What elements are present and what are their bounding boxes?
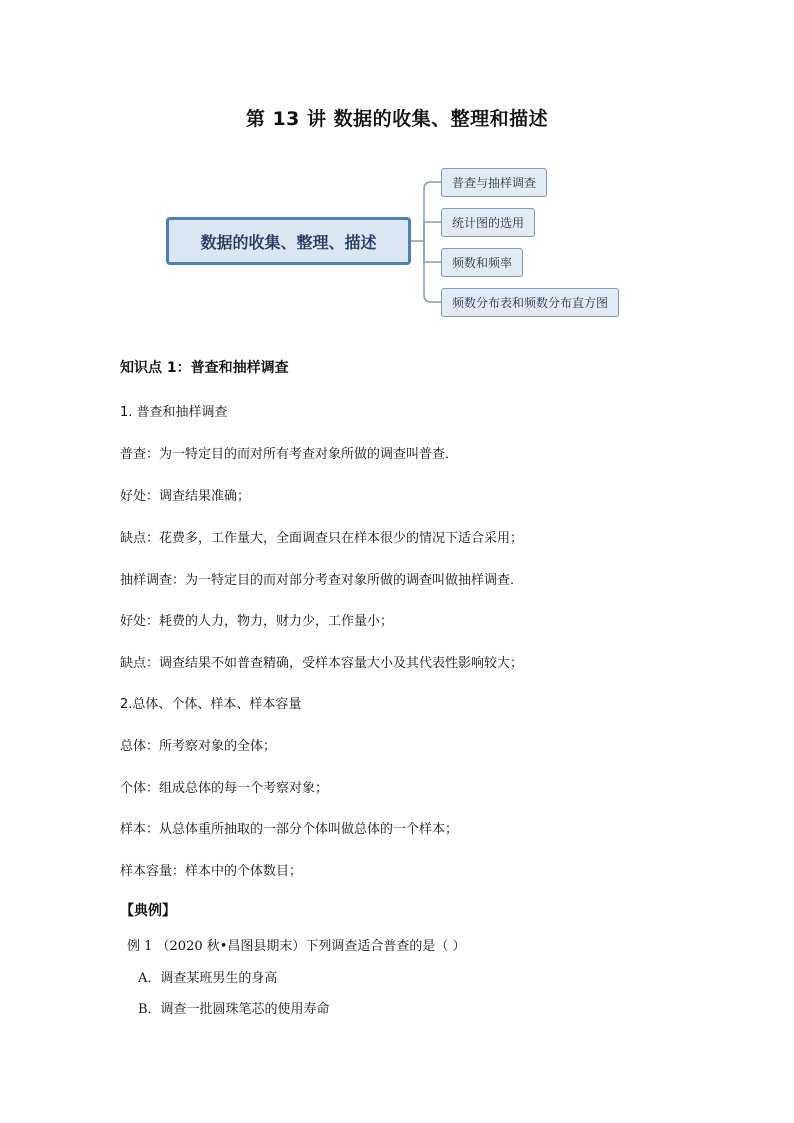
mindmap-branch-chart-selection: 统计图的选用 [441,208,535,237]
knowledge-point-heading: 知识点 1：普查和抽样调查 [120,360,289,376]
example-heading: 【典例】 [120,903,176,919]
text-line: 个体：组成总体的每一个考察对象； [120,781,329,796]
text-line: 普查：为一特定目的而对所有考查对象所做的调查叫普查． [120,447,459,462]
text-line: 样本容量：样本中的个体数目； [120,864,303,879]
section-subtitle: 1. 普查和抽样调查 [120,405,228,420]
text-line: 缺点：调查结果不如普查精确，受样本容量大小及其代表性影响较大； [120,656,524,671]
text-line: 总体：所考察对象的全体； [120,739,277,754]
mindmap-branch-survey: 普查与抽样调查 [441,168,547,197]
text-line: 好处：调查结果准确； [120,489,251,504]
mindmap-connectors [0,0,794,340]
section-subtitle: 2.总体、个体、样本、样本容量 [120,697,302,712]
mindmap-branch-frequency: 频数和频率 [441,248,523,277]
text-line: 好处：耗费的人力，物力，财力少，工作量小； [120,614,394,629]
text-line: 样本：从总体重所抽取的一部分个体叫做总体的一个样本； [120,822,459,837]
text-line: 缺点：花费多，工作量大，全面调查只在样本很少的情况下适合采用； [120,531,524,546]
option-a: A．调查某班男生的身高 [138,971,278,986]
mindmap-branch-histogram: 频数分布表和频数分布直方图 [441,288,619,317]
example-question: 例 1 （2020 秋•昌图县期末）下列调查适合普查的是（ ） [127,939,466,954]
text-line: 抽样调查：为一特定目的而对部分考查对象所做的调查叫做抽样调查． [120,573,524,588]
option-b: B．调查一批圆珠笔芯的使用寿命 [138,1002,330,1017]
mindmap-center-node: 数据的收集、整理、描述 [166,217,411,265]
page-title: 第 13 讲 数据的收集、整理和描述 [245,108,549,130]
